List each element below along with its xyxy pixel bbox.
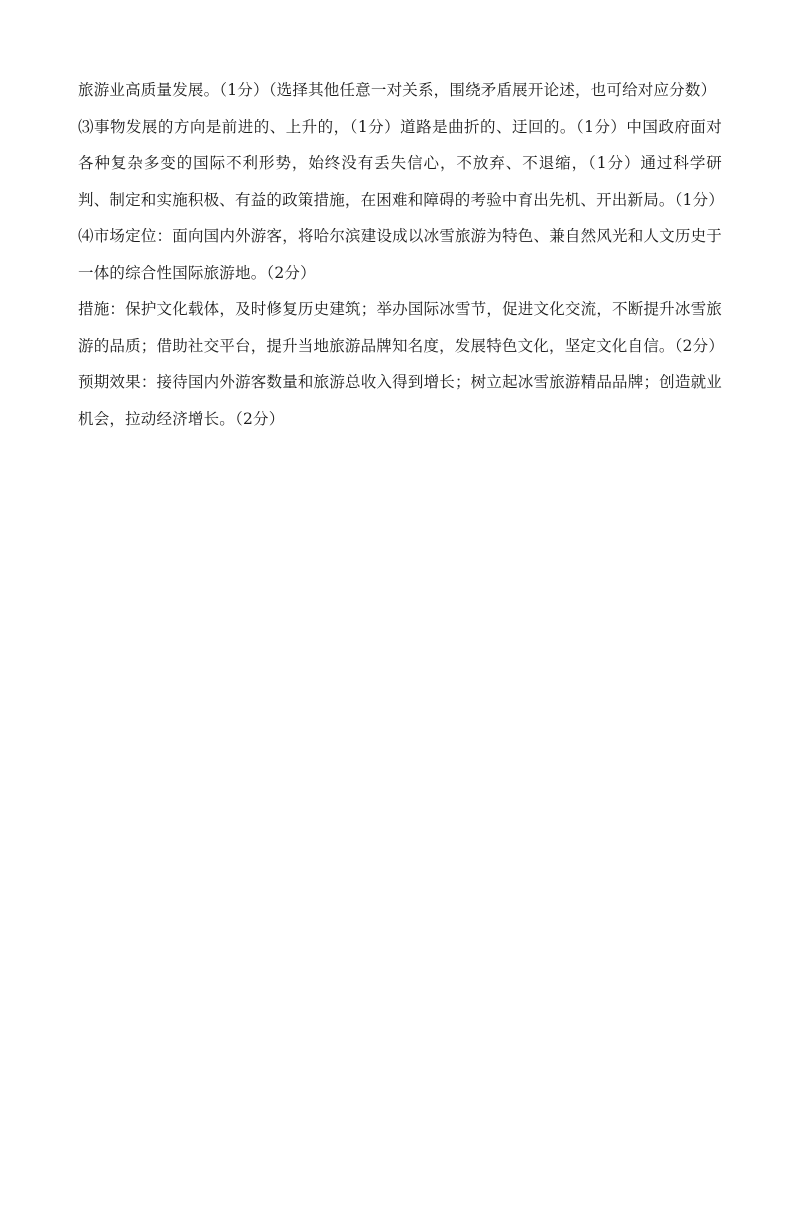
paragraph-answer-4-market-positioning: ⑷市场定位：面向国内外游客，将哈尔滨建设成以冰雪旅游为特色、兼自然风光和人文历史于一体的综合性国际旅游地。（2分） (78, 227, 722, 282)
paragraph-continuation: 旅游业高质量发展。（1分）（选择其他任意一对关系，围绕矛盾展开论述，也可给对应分数） (78, 81, 717, 99)
paragraph-answer-3: ⑶事物发展的方向是前进的、上升的，（1分）道路是曲折的、迂回的。（1分）中国政府面对各种复杂多变的国际不利形势，始终没有丢失信心，不放弃、不退缩，（1分）通过科学研判、制定和实施积极、有益的政策措施，在困难和障碍的考验中育出先机、开出新局。（1分） (78, 117, 725, 209)
paragraph-measures: 措施：保护文化载体，及时修复历史建筑；举办国际冰雪节，促进文化交流，不断提升冰雪旅游的品质；借助社交平台，提升当地旅游品牌知名度，发展特色文化，坚定文化自信。（2分） (78, 300, 725, 355)
answer-text-block (78, 72, 725, 437)
paragraph-expected-effects: 预期效果：接待国内外游客数量和旅游总收入得到增长；树立起冰雪旅游精品品牌；创造就业机会，拉动经济增长。（2分） (78, 373, 722, 428)
